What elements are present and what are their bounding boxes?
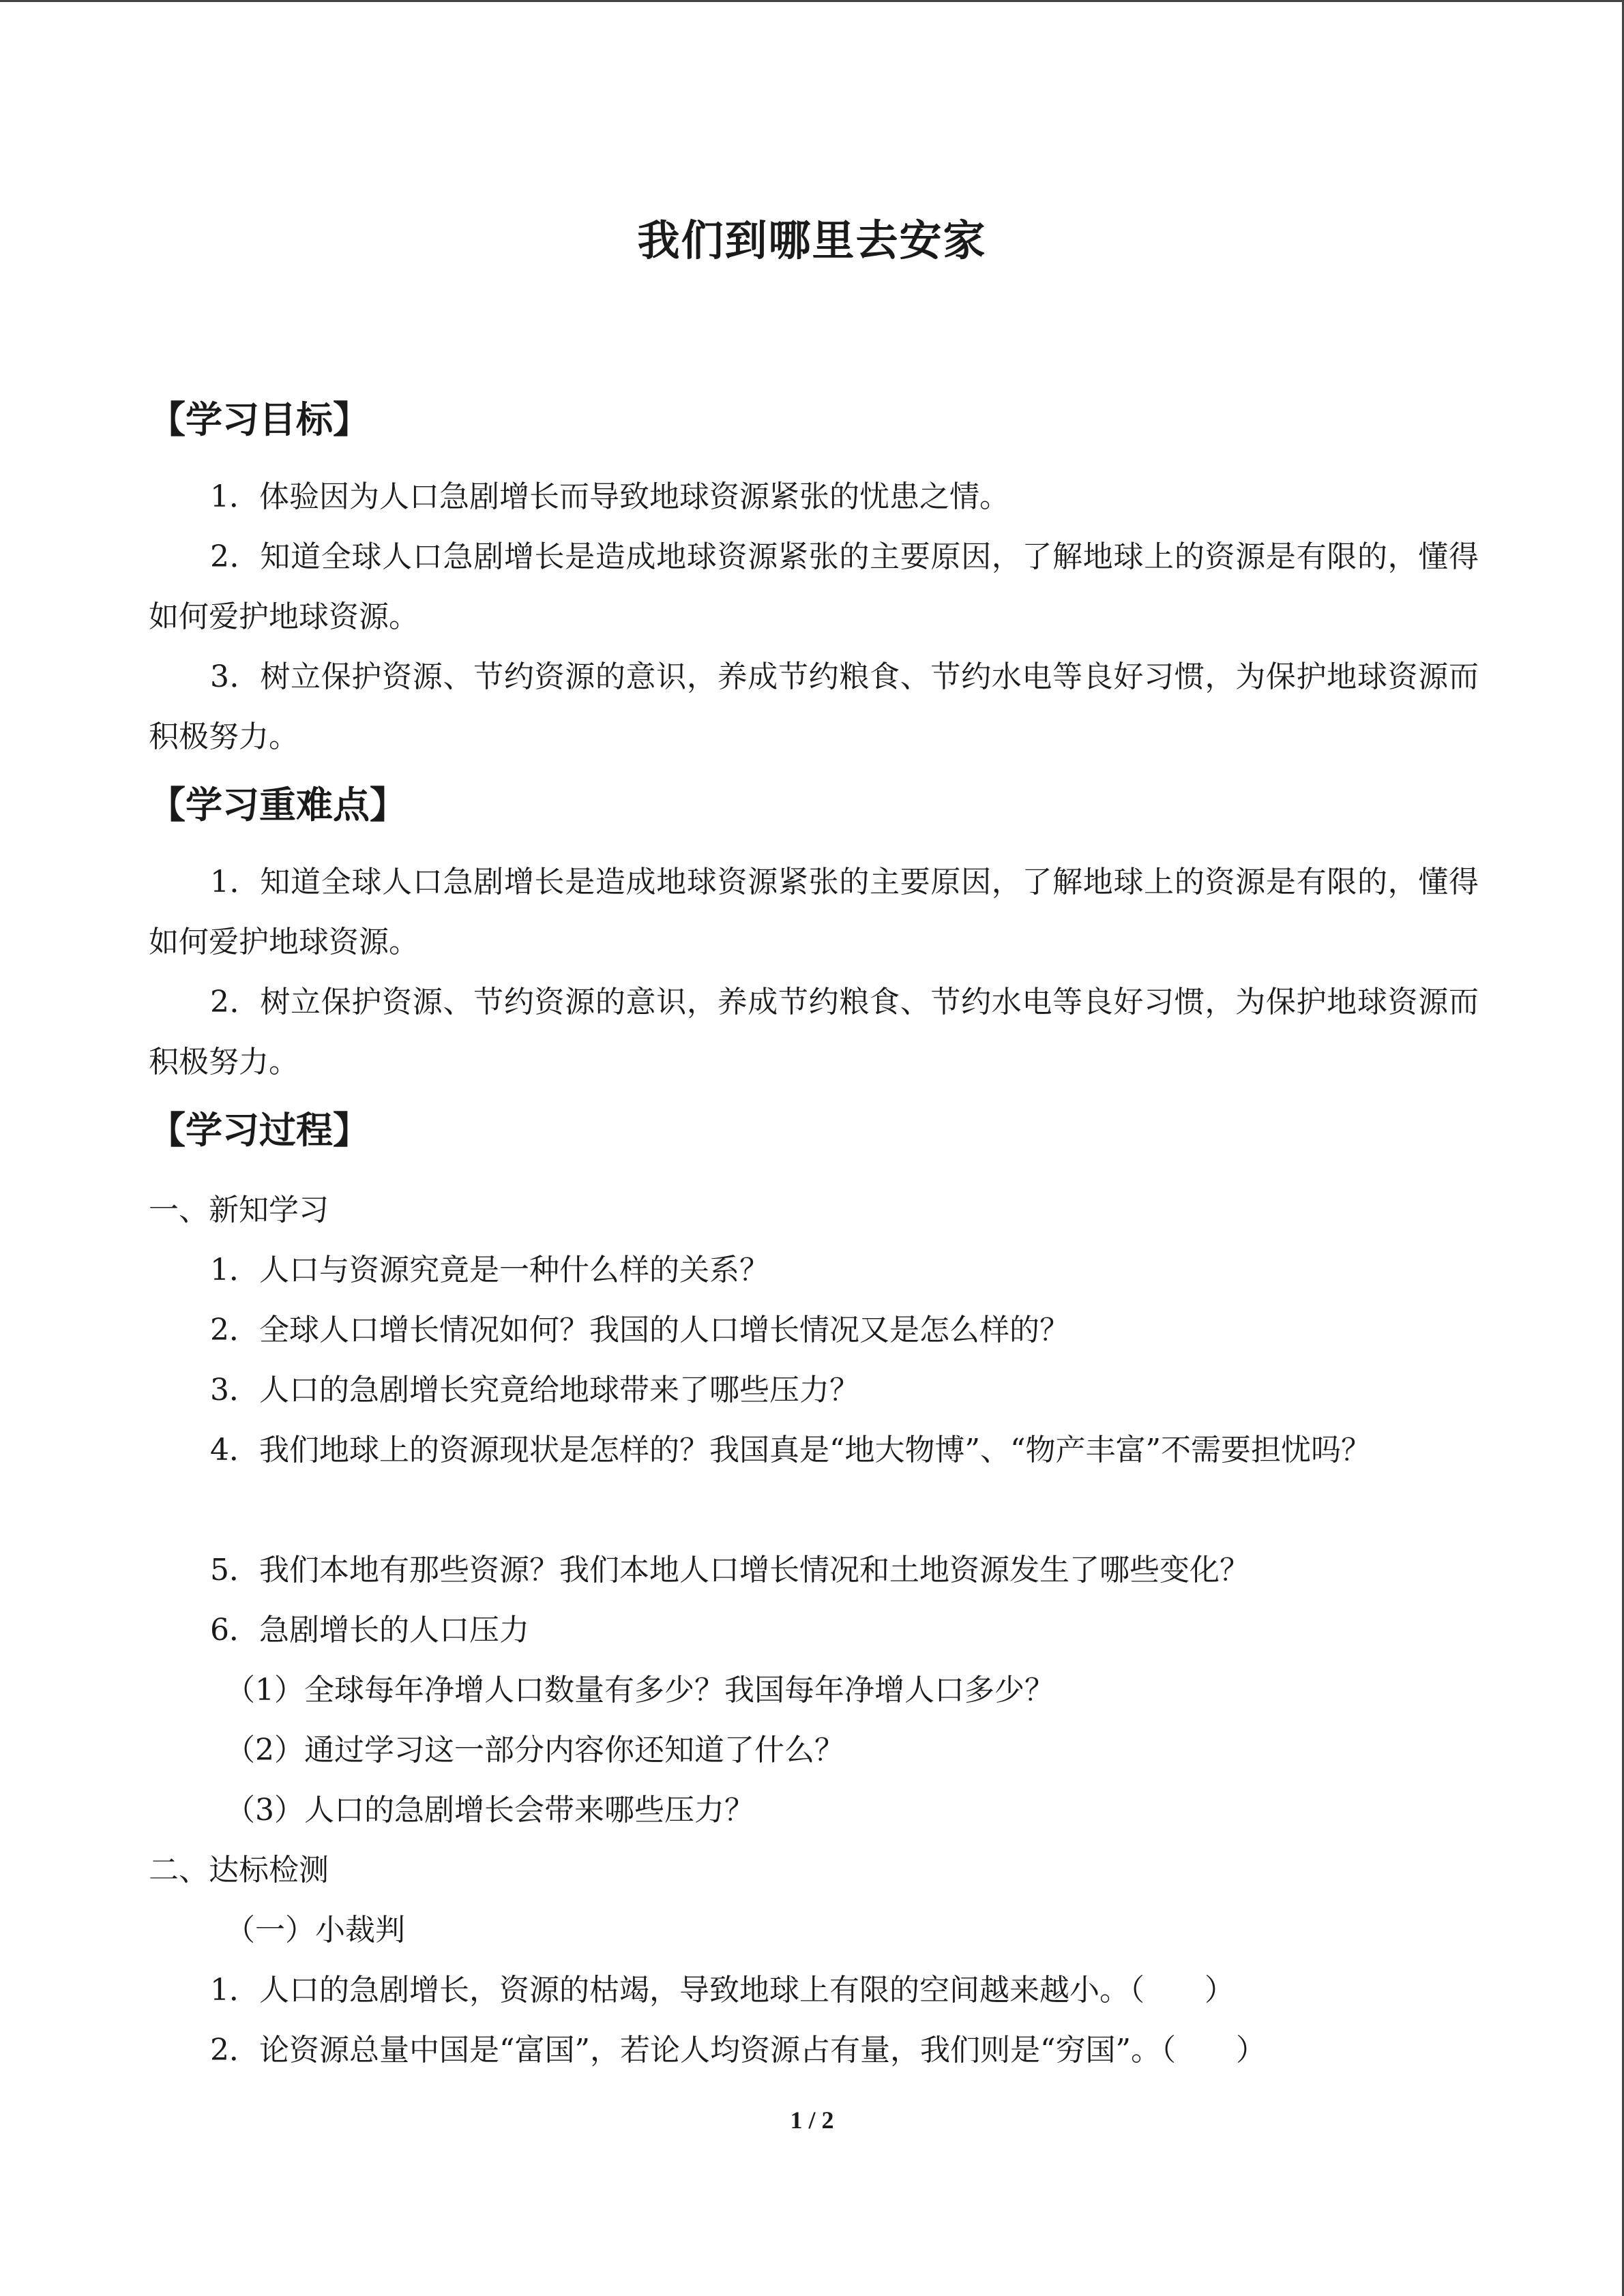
page-number: 1 / 2 — [790, 2106, 834, 2134]
question-6: 6．急剧增长的人口压力 — [210, 1613, 529, 1648]
question-5: 5．我们本地有那些资源？我们本地人口增长情况和土地资源发生了哪些变化？ — [210, 1553, 1250, 1587]
part-label-assessment: 二、达标检测 — [149, 1853, 329, 1888]
question-3: 3．人口的急剧增长究竟给地球带来了哪些压力？ — [210, 1373, 859, 1407]
section-heading-process: 【学习过程】 — [149, 1109, 370, 1152]
section-heading-keypoints: 【学习重难点】 — [149, 784, 407, 826]
goal-item-3: 3．树立保护资源、节约资源的意识，养成节约粮食、节约水电等良好习惯，为保护地球资源而积极努力。 — [149, 659, 1479, 754]
keypoint-item-2: 2．树立保护资源、节约资源的意识，养成节约粮食、节约水电等良好习惯，为保护地球资源而积极努力。 — [149, 985, 1479, 1079]
goal-item-2: 2．知道全球人口急剧增长是造成地球资源紧张的主要原因，了解地球上的资源是有限的，懂得如何爱护地球资源。 — [149, 539, 1479, 634]
keypoint-item-1: 1．知道全球人口急剧增长是造成地球资源紧张的主要原因，了解地球上的资源是有限的，懂得如何爱护地球资源。 — [149, 865, 1479, 959]
question-1: 1．人口与资源究竟是一种什么样的关系？ — [210, 1253, 769, 1287]
part-label-new-knowledge: 一、新知学习 — [149, 1193, 329, 1227]
goal-item-1: 1．体验因为人口急剧增长而导致地球资源紧张的忧患之情。 — [210, 479, 1009, 514]
true-false-item-2: 2．论资源总量中国是“富国”，若论人均资源占有量，我们则是“穷国”。（ ） — [210, 2033, 1266, 2068]
section-heading-goals: 【学习目标】 — [149, 398, 370, 441]
sub-question-1: （1）全球每年净增人口数量有多少？我国每年净增人口多少？ — [225, 1673, 1054, 1708]
true-false-item-1: 1．人口的急剧增长，资源的枯竭，导致地球上有限的空间越来越小。（ ） — [210, 1973, 1235, 2008]
page-title: 我们到哪里去安家 — [637, 215, 987, 265]
sub-question-2: （2）通过学习这一部分内容你还知道了什么？ — [225, 1733, 844, 1768]
sub-question-3: （3）人口的急剧增长会带来哪些压力？ — [225, 1793, 754, 1828]
question-2: 2．全球人口增长情况如何？我国的人口增长情况又是怎么样的？ — [210, 1313, 1069, 1347]
question-4: 4．我们地球上的资源现状是怎样的？我国真是“地大物博”、“物产丰富”不需要担忧吗？ — [210, 1433, 1371, 1467]
group-label-judge: （一）小裁判 — [225, 1913, 405, 1948]
